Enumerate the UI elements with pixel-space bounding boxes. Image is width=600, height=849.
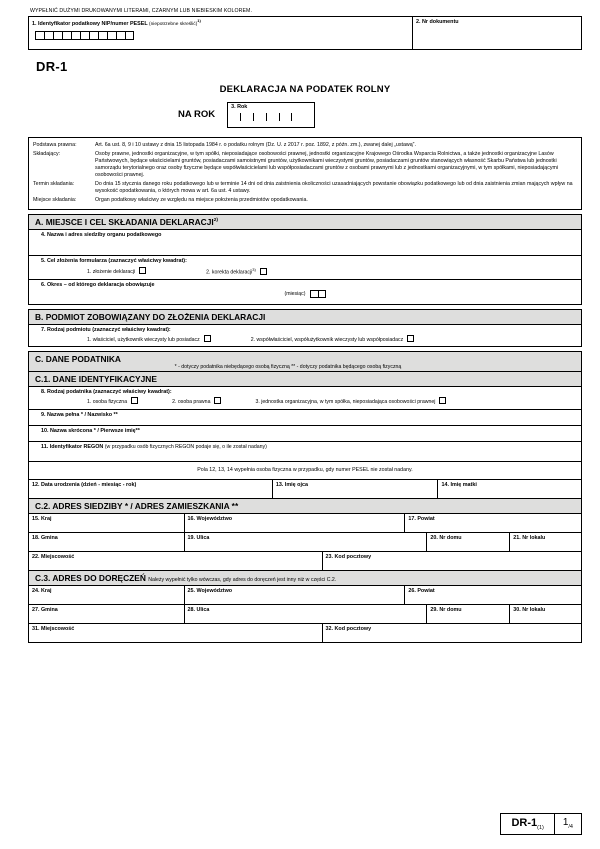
field-7-entity-type[interactable] bbox=[28, 325, 582, 347]
field-29-label: 29. Nr domu bbox=[430, 606, 462, 613]
field-14-mother-name[interactable] bbox=[437, 480, 581, 498]
field-10-short-name[interactable] bbox=[28, 426, 582, 442]
field-20-label: 20. Nr domu bbox=[430, 534, 462, 541]
na-rok-label: NA ROK bbox=[178, 109, 216, 120]
field-9-full-name[interactable] bbox=[28, 410, 582, 426]
section-a-footnote-marker: 2) bbox=[213, 218, 218, 224]
field-25-label: 25. Województwo bbox=[187, 587, 233, 594]
field-7-option-1[interactable] bbox=[87, 335, 211, 343]
field-15-label: 15. Kraj bbox=[32, 515, 52, 522]
field-8-option-3[interactable] bbox=[255, 397, 446, 405]
checkbox-icon[interactable] bbox=[260, 268, 267, 275]
field-6-unit: (miesiąc) bbox=[284, 291, 306, 298]
field-7-label: 7. Rodzaj podmiotu (zaznaczyć właściwy kwadrat): bbox=[41, 326, 171, 333]
field-24-label: 24. Kraj bbox=[32, 587, 52, 594]
field-11-note: (w przypadku osób fizycznych REGON podaje się, o ile został nadany) bbox=[104, 443, 267, 450]
footer bbox=[500, 813, 582, 835]
field-25-voivodeship[interactable] bbox=[184, 586, 405, 604]
document-number-label: 2. Nr dokumentu bbox=[416, 19, 459, 25]
field-15-country[interactable] bbox=[29, 514, 184, 532]
checkbox-icon[interactable] bbox=[139, 267, 146, 274]
legal-key: Termin składania: bbox=[33, 180, 75, 187]
year-label: 3. Rok bbox=[231, 104, 248, 110]
address-row-1 bbox=[28, 514, 582, 533]
field-8-option-1[interactable] bbox=[87, 397, 138, 405]
field-5-option-2-label: 2. korekta deklaracji bbox=[206, 270, 253, 277]
nip-pesel-label: 1. Identyfikator podatkowy NIP/numer PESEL bbox=[32, 20, 148, 27]
nip-pesel-footnote-marker: 1) bbox=[197, 18, 201, 23]
nip-pesel-note: (niepotrzebne skreślić) bbox=[149, 21, 198, 27]
section-c-header bbox=[28, 351, 582, 372]
section-a-title: A. MIEJSCE I CEL SKŁADANIA DEKLARACJI bbox=[35, 216, 214, 227]
field-22-city[interactable] bbox=[29, 552, 322, 570]
section-c2-header bbox=[28, 499, 582, 514]
legal-value: Osoby prawne, jednostki organizacyjne, w tym spółki, nieposiadające osobowości prawnej, jednostki organizacyjne Krajowego Ośrodka Wsparcia Rolnictwa, a także jednostki organizacyjne Lasów Państwowych, będące właścicielami gruntów, posiadaczami samoistnymi gruntów, użytkownikami wieczystymi gruntów, posiadaczami gruntów stanowiących własność Skarbu Państwa lub jednostki samorządu terytorialnego oraz osoby fizyczne będące współwłaścicielami lub współposiadaczami gruntów z osobami prawnymi lub z jednostkami organizacyjnymi, w tym spółkami, nieposiadającymi osobowości prawnej. bbox=[95, 150, 559, 178]
field-16-voivodeship[interactable] bbox=[184, 514, 405, 532]
section-c3-header bbox=[28, 571, 582, 586]
nip-pesel-field[interactable] bbox=[28, 16, 413, 50]
field-20-house-number[interactable] bbox=[426, 533, 509, 551]
field-4-label: 4. Nazwa i adres siedziby organu podatkowego bbox=[41, 231, 162, 238]
section-b-header bbox=[28, 309, 582, 325]
footer-code-version: (1) bbox=[537, 825, 544, 831]
field-19-label: 19. Ulica bbox=[187, 534, 210, 541]
year-row bbox=[28, 102, 582, 128]
field-4-tax-authority[interactable] bbox=[28, 230, 582, 256]
delivery-address-row-3 bbox=[28, 624, 582, 643]
field-22-label: 22. Miejscowość bbox=[32, 553, 75, 560]
field-17-label: 17. Powiat bbox=[408, 515, 435, 522]
field-26-county[interactable] bbox=[404, 586, 581, 604]
year-field[interactable] bbox=[227, 102, 315, 128]
field-8-label: 8. Rodzaj podatnika (zaznaczyć właściwy kwadrat): bbox=[41, 388, 172, 395]
page-title: DEKLARACJA NA PODATEK ROLNY bbox=[219, 84, 391, 95]
legal-key: Miejsce składania: bbox=[33, 196, 77, 203]
field-5-option-1-label: 1. złożenie deklaracji bbox=[87, 269, 136, 276]
checkbox-icon[interactable] bbox=[439, 397, 446, 404]
field-28-street[interactable] bbox=[184, 605, 427, 623]
section-c3-note: Należy wypełnić tylko wówczas, gdy adres do doręczeń jest inny niż w części C.2. bbox=[148, 576, 337, 583]
year-comb[interactable] bbox=[240, 113, 314, 121]
field-8-option-1-label: 1. osoba fizyczna bbox=[87, 399, 128, 406]
section-c1-header bbox=[28, 372, 582, 387]
delivery-address-row-2 bbox=[28, 605, 582, 624]
field-24-country[interactable] bbox=[29, 586, 184, 604]
footer-code-text: DR-1 bbox=[511, 816, 538, 829]
footer-page-total: /4 bbox=[568, 823, 573, 830]
checkbox-icon[interactable] bbox=[407, 335, 414, 342]
field-5-option-2[interactable] bbox=[206, 267, 267, 276]
field-10-label: 10. Nazwa skrócona * / Pierwsze imię** bbox=[41, 427, 140, 434]
checkbox-icon[interactable] bbox=[214, 397, 221, 404]
footer-page-current: 1 bbox=[562, 816, 569, 828]
field-31-city[interactable] bbox=[29, 624, 322, 642]
field-5-option-1[interactable] bbox=[87, 267, 146, 276]
section-c-title: C. DANE PODATNIKA bbox=[35, 353, 121, 364]
field-21-label: 21. Nr lokalu bbox=[513, 534, 546, 541]
field-27-label: 27. Gmina bbox=[32, 606, 58, 613]
field-27-commune[interactable] bbox=[29, 605, 184, 623]
fill-instruction: WYPEŁNIĆ DUŻYMI DRUKOWANYMI LITERAMI, CZARNYM LUB NIEBIESKIM KOLOREM. bbox=[30, 8, 253, 14]
field-21-flat-number[interactable] bbox=[509, 533, 581, 551]
pesel-note-row bbox=[28, 462, 582, 480]
field-30-flat-number[interactable] bbox=[509, 605, 581, 623]
field-5-option-2-footnote: 3) bbox=[252, 267, 256, 273]
field-13-label: 13. Imię ojca bbox=[275, 481, 308, 488]
field-13-father-name[interactable] bbox=[272, 480, 438, 498]
field-17-county[interactable] bbox=[404, 514, 581, 532]
field-29-house-number[interactable] bbox=[426, 605, 509, 623]
field-8-option-2[interactable] bbox=[172, 397, 221, 405]
pesel-note: Pola 12, 13, 14 wypełnia osoba fizyczna w przypadku, gdy numer PESEL nie został nadany. bbox=[197, 467, 413, 474]
field-11-label: 11. Identyfikator REGON bbox=[41, 443, 104, 450]
address-row-3 bbox=[28, 552, 582, 571]
section-c2-title: C.2. ADRES SIEDZIBY * / ADRES ZAMIESZKANIA ** bbox=[35, 500, 239, 511]
legal-key: Podstawa prawna: bbox=[33, 142, 77, 148]
header-row bbox=[28, 16, 582, 50]
field-8-option-2-label: 2. osoba prawna bbox=[172, 399, 211, 406]
footer-page-number bbox=[555, 813, 582, 835]
section-c1-title: C.1. DANE IDENTYFIKACYJNE bbox=[35, 373, 157, 384]
field-9-label: 9. Nazwa pełna * / Nazwisko ** bbox=[41, 411, 118, 418]
field-14-label: 14. Imię matki bbox=[441, 481, 477, 488]
field-12-birth-date[interactable] bbox=[29, 480, 272, 498]
section-a-header bbox=[28, 214, 582, 230]
field-8-option-3-label: 3. jednostka organizacyjna, w tym spółka, nieposiadająca osobowości prawnej bbox=[255, 399, 436, 406]
section-b-title: B. PODMIOT ZOBOWIĄZANY DO ZŁOŻENIA DEKLARACJI bbox=[35, 311, 266, 322]
nip-pesel-comb[interactable] bbox=[35, 31, 412, 40]
field-7-option-2-label: 2. współwłaściciel, współużytkownik wieczysty lub współposiadacz bbox=[250, 337, 404, 344]
field-18-commune[interactable] bbox=[29, 533, 184, 551]
field-30-label: 30. Nr lokalu bbox=[513, 606, 546, 613]
field-19-street[interactable] bbox=[184, 533, 427, 551]
document-number-field[interactable] bbox=[413, 16, 582, 50]
field-32-postal-code[interactable] bbox=[322, 624, 581, 642]
field-11-regon[interactable] bbox=[28, 442, 582, 462]
field-6-comb[interactable] bbox=[310, 290, 326, 298]
field-28-label: 28. Ulica bbox=[187, 606, 210, 613]
field-7-option-1-label: 1. właściciel, użytkownik wieczysty lub posiadacz bbox=[87, 337, 200, 344]
field-6-period[interactable] bbox=[28, 280, 582, 305]
birth-parents-row bbox=[28, 480, 582, 499]
address-row-2 bbox=[28, 533, 582, 552]
field-12-label: 12. Data urodzenia (dzień - miesiąc - rok) bbox=[32, 481, 137, 488]
legal-basis-block bbox=[28, 137, 582, 210]
field-5-label: 5. Cel złożenia formularza (zaznaczyć właściwy kwadrat): bbox=[41, 257, 187, 264]
section-c-subtitle: * - dotyczy podatnika niebędącego osobą fizyczną ** - dotyczy podatnika będącego osobą fizyczną bbox=[174, 363, 402, 370]
form-code: DR-1 bbox=[36, 59, 68, 74]
legal-value: Organ podatkowy właściwy ze względu na miejsce położenia przedmiotów opodatkowania. bbox=[95, 196, 308, 203]
field-16-label: 16. Województwo bbox=[187, 515, 233, 522]
legal-value: Art. 6a ust. 8, 9 i 10 ustawy z dnia 15 listopada 1984 r. o podatku rolnym (Dz. U. z 2017 r. poz. 1892, z późn. zm.), zwanej dalej „ustawą”. bbox=[95, 142, 416, 148]
field-6-label: 6. Okres – od którego deklaracja obowiązuje bbox=[41, 281, 155, 288]
delivery-address-row-1 bbox=[28, 586, 582, 605]
field-23-label: 23. Kod pocztowy bbox=[325, 553, 372, 560]
field-7-option-2[interactable] bbox=[251, 335, 415, 343]
checkbox-icon[interactable] bbox=[131, 397, 138, 404]
checkbox-icon[interactable] bbox=[204, 335, 211, 342]
field-5-purpose[interactable] bbox=[28, 256, 582, 280]
field-18-label: 18. Gmina bbox=[32, 534, 58, 541]
footer-form-code bbox=[500, 813, 554, 835]
section-c3-title: C.3. ADRES DO DORĘCZEŃ bbox=[35, 572, 146, 583]
legal-value: Do dnia 15 stycznia danego roku podatkowego lub w terminie 14 dni od dnia zaistnienia okoliczności uzasadniających powstanie obowiązku podatkowego lub od dnia zaistnienia zmian mających wpływ na wysokość opodatkowania, o których mowa w art. 6a ust. 4 ustawy. bbox=[95, 180, 573, 194]
field-32-label: 32. Kod pocztowy bbox=[325, 625, 372, 632]
field-23-postal-code[interactable] bbox=[322, 552, 581, 570]
field-26-label: 26. Powiat bbox=[408, 587, 435, 594]
legal-key: Składający: bbox=[33, 150, 61, 157]
field-31-label: 31. Miejscowość bbox=[32, 625, 75, 632]
field-8-taxpayer-type[interactable] bbox=[28, 387, 582, 410]
